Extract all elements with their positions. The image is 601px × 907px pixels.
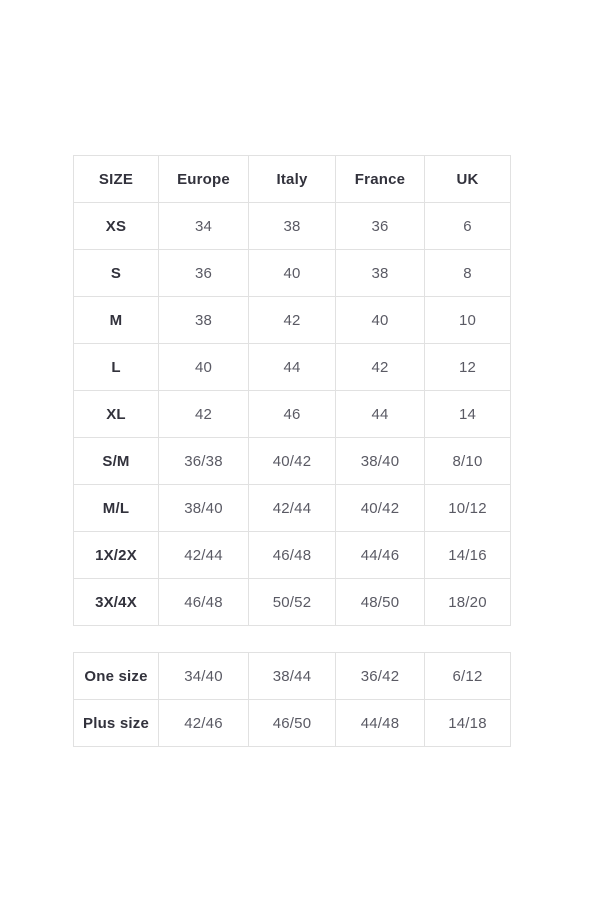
size-label-cell: 3X/4X <box>74 579 159 626</box>
size-value-cell: 48/50 <box>336 579 425 626</box>
size-value-cell: 38 <box>336 250 425 297</box>
column-header-uk: UK <box>425 156 511 203</box>
size-value-cell: 46 <box>249 391 336 438</box>
size-value-cell: 46/48 <box>159 579 249 626</box>
size-value-cell: 6/12 <box>425 653 511 700</box>
size-value-cell: 38/40 <box>159 485 249 532</box>
size-value-cell: 42/46 <box>159 700 249 747</box>
one-size-table-body <box>74 653 511 747</box>
size-value-cell: 50/52 <box>249 579 336 626</box>
size-value-cell: 36/38 <box>159 438 249 485</box>
size-value-cell: 8/10 <box>425 438 511 485</box>
size-value-cell: 38 <box>159 297 249 344</box>
size-value-cell: 44/46 <box>336 532 425 579</box>
size-value-cell: 6 <box>425 203 511 250</box>
table-row <box>74 391 511 438</box>
column-header-europe: Europe <box>159 156 249 203</box>
size-conversion-table <box>73 155 511 626</box>
size-value-cell: 40 <box>159 344 249 391</box>
table-row <box>74 579 511 626</box>
size-label-cell: M/L <box>74 485 159 532</box>
size-value-cell: 38/40 <box>336 438 425 485</box>
size-value-cell: 42 <box>249 297 336 344</box>
size-value-cell: 40/42 <box>336 485 425 532</box>
size-value-cell: 40 <box>336 297 425 344</box>
size-value-cell: 14 <box>425 391 511 438</box>
size-label-cell: S <box>74 250 159 297</box>
size-value-cell: 44 <box>336 391 425 438</box>
table-row <box>74 250 511 297</box>
size-label-cell: XL <box>74 391 159 438</box>
size-value-cell: 18/20 <box>425 579 511 626</box>
size-table-body <box>74 203 511 626</box>
size-value-cell: 42 <box>336 344 425 391</box>
table-row <box>74 297 511 344</box>
size-value-cell: 46/48 <box>249 532 336 579</box>
table-row <box>74 485 511 532</box>
size-label-cell: One size <box>74 653 159 700</box>
size-value-cell: 14/18 <box>425 700 511 747</box>
size-value-cell: 10/12 <box>425 485 511 532</box>
size-label-cell: Plus size <box>74 700 159 747</box>
table-row <box>74 532 511 579</box>
size-label-cell: M <box>74 297 159 344</box>
size-value-cell: 42/44 <box>249 485 336 532</box>
size-value-cell: 44/48 <box>336 700 425 747</box>
size-table-header <box>74 156 511 203</box>
column-header-size: SIZE <box>74 156 159 203</box>
column-header-italy: Italy <box>249 156 336 203</box>
size-value-cell: 34/40 <box>159 653 249 700</box>
table-row <box>74 700 511 747</box>
size-value-cell: 44 <box>249 344 336 391</box>
size-value-cell: 12 <box>425 344 511 391</box>
column-header-france: France <box>336 156 425 203</box>
size-value-cell: 36 <box>159 250 249 297</box>
size-value-cell: 8 <box>425 250 511 297</box>
size-value-cell: 34 <box>159 203 249 250</box>
size-label-cell: XS <box>74 203 159 250</box>
size-value-cell: 38/44 <box>249 653 336 700</box>
size-value-cell: 42/44 <box>159 532 249 579</box>
table-row <box>74 653 511 700</box>
size-label-cell: S/M <box>74 438 159 485</box>
table-row <box>74 203 511 250</box>
size-value-cell: 10 <box>425 297 511 344</box>
size-value-cell: 40/42 <box>249 438 336 485</box>
size-value-cell: 36/42 <box>336 653 425 700</box>
size-value-cell: 40 <box>249 250 336 297</box>
size-label-cell: L <box>74 344 159 391</box>
table-row <box>74 344 511 391</box>
size-value-cell: 42 <box>159 391 249 438</box>
size-value-cell: 46/50 <box>249 700 336 747</box>
size-value-cell: 14/16 <box>425 532 511 579</box>
size-label-cell: 1X/2X <box>74 532 159 579</box>
header-row <box>74 156 511 203</box>
table-row <box>74 438 511 485</box>
size-value-cell: 36 <box>336 203 425 250</box>
size-value-cell: 38 <box>249 203 336 250</box>
one-size-plus-size-table <box>73 652 511 747</box>
